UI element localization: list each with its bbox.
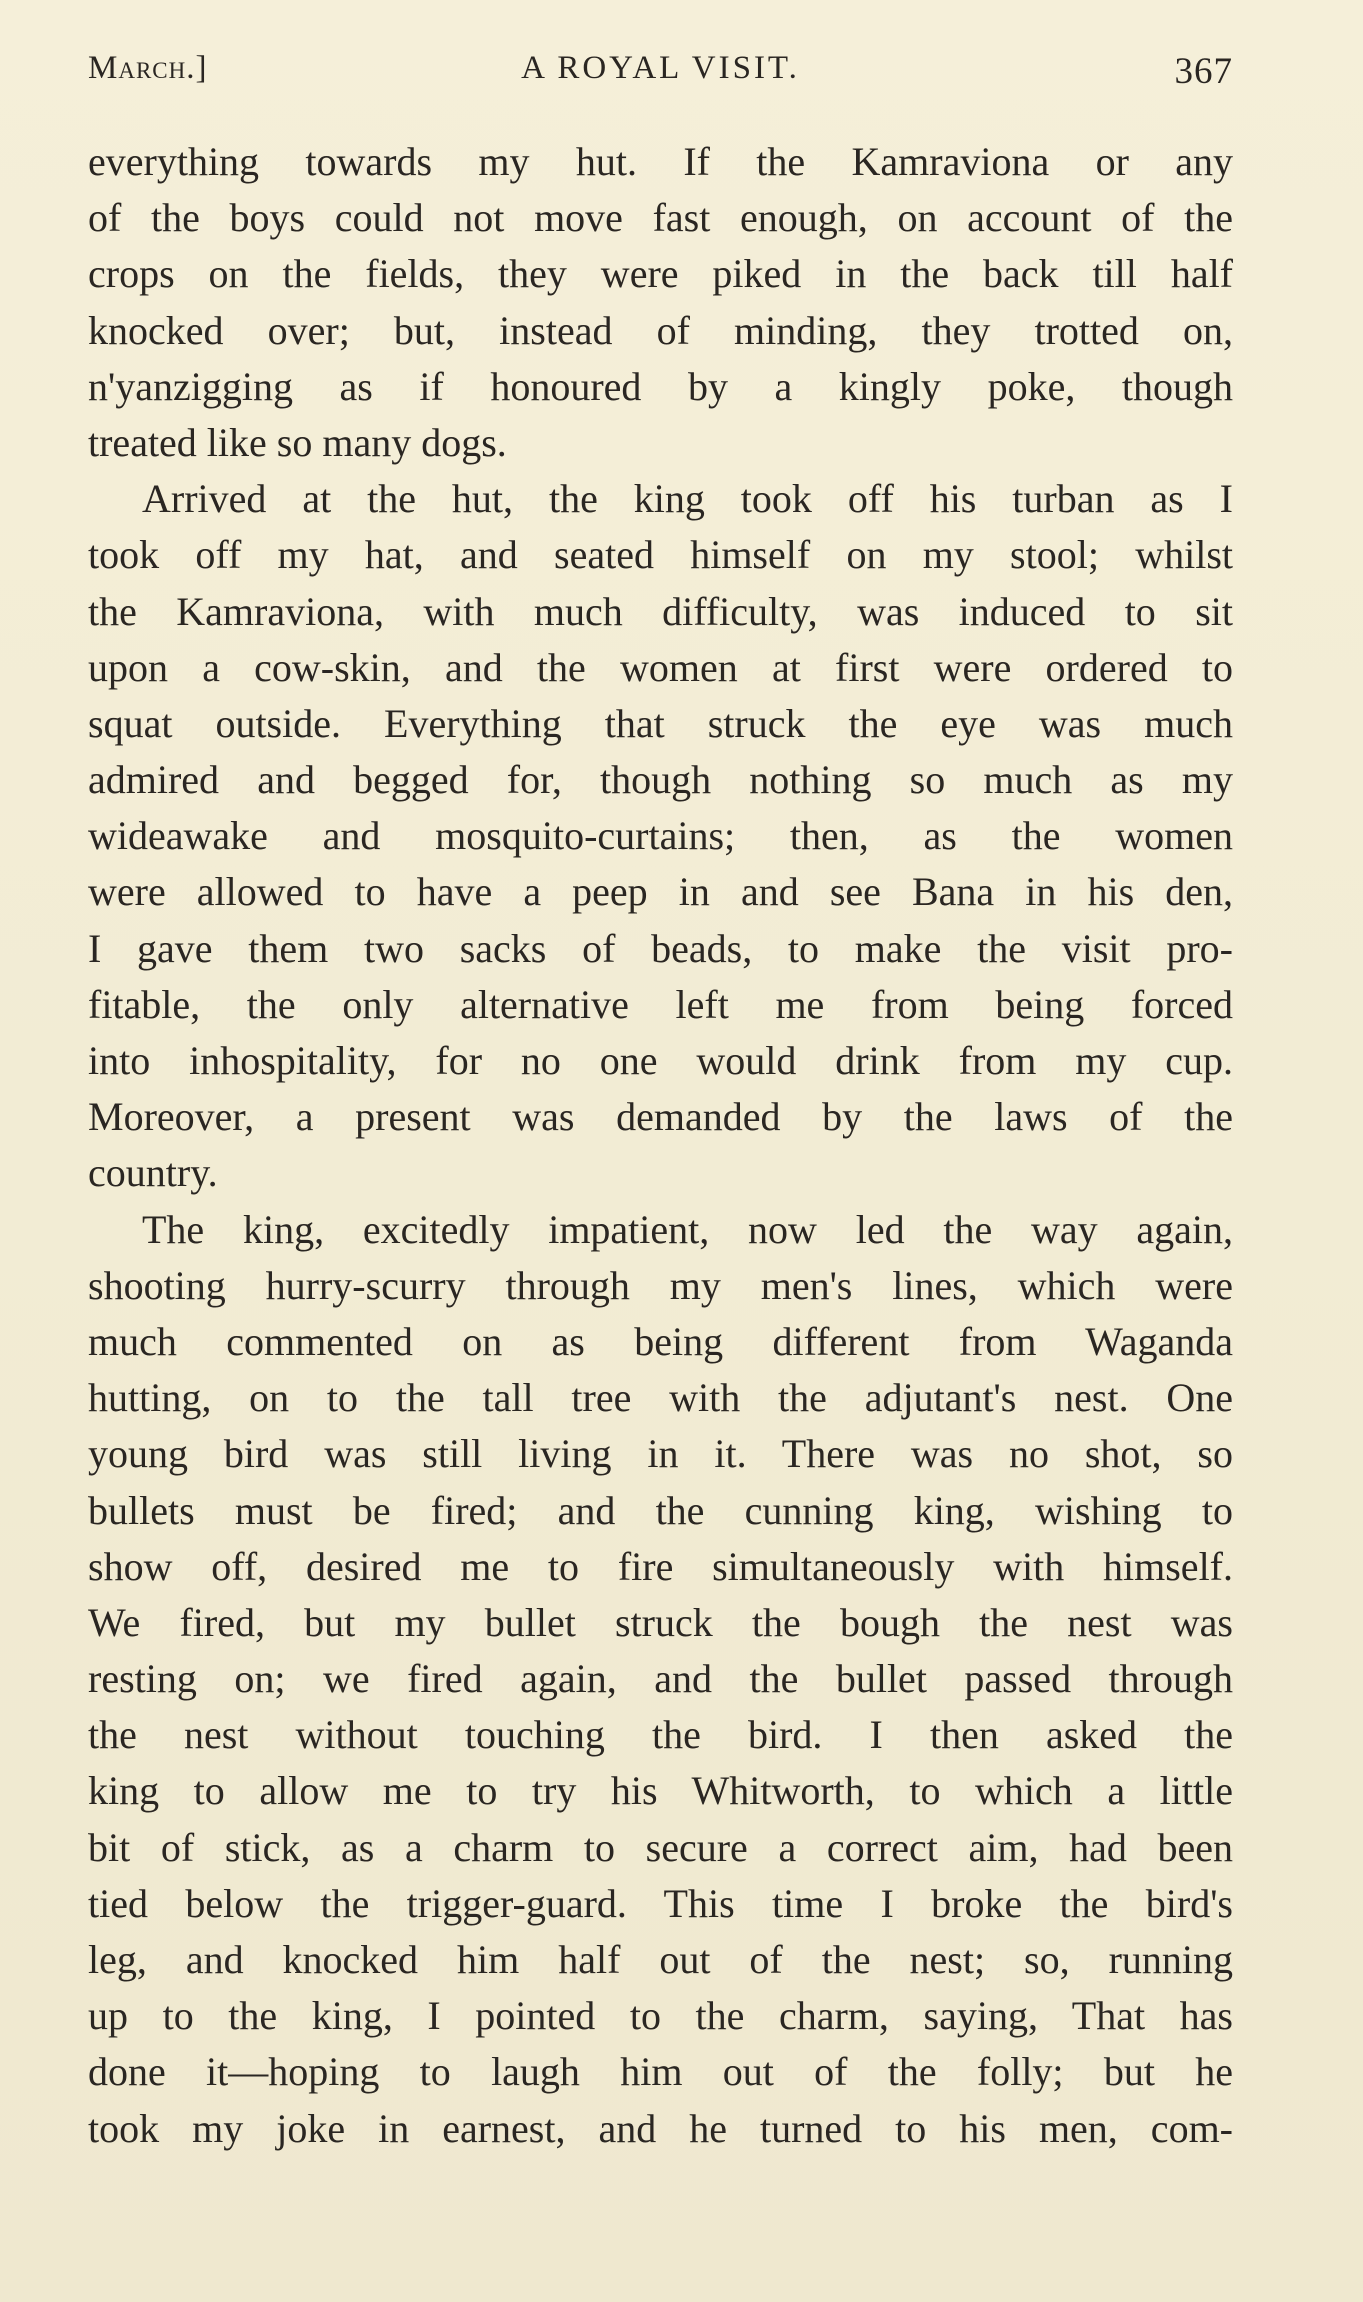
text-line: leg, and knocked him half out of the nest; so, running [88,1937,1233,1982]
text-line: young bird was still living in it. There was no shot, so [88,1431,1233,1477]
text-line: Arrived at the hut, the king took off his turban as I [142,476,1233,522]
running-head [88,50,1233,100]
text-line: crops on the fields, they were piked in the back till half [88,251,1233,297]
text-line: Moreover, a present was demanded by the laws of the [88,1094,1233,1140]
text-line: bit of stick, as a charm to secure a correct aim, had been [88,1824,1233,1870]
text-line: resting on; we fired again, and the bullet passed through [88,1656,1233,1702]
text-line: squat outside. Everything that struck the eye was much [88,700,1233,746]
text-line: treated like so many dogs. [88,419,507,465]
text-line: country. [88,1150,218,1196]
text-line: fitable, the only alternative left me from being forced [88,981,1233,1027]
text-line: much commented on as being different from Waganda [88,1318,1233,1364]
text-line: I gave them two sacks of beads, to make the visit pro- [88,925,1233,971]
text-line: the nest without touching the bird. I then asked the [88,1712,1233,1758]
text-line: wideawake and mosquito-curtains; then, as the women [88,813,1233,859]
body-text [88,134,1233,2157]
text-line: shooting hurry-scurry through my men's lines, which were [88,1262,1233,1308]
text-line: hutting, on to the tall tree with the adjutant's nest. One [88,1375,1233,1421]
text-line: the Kamraviona, with much difficulty, was induced to sit [88,588,1233,634]
running-head-month: March.] [88,50,208,86]
text-line: everything towards my hut. If the Kamraviona or any [88,139,1233,184]
text-line: into inhospitality, for no one would drink from my cup. [88,1038,1233,1083]
text-line: took my joke in earnest, and he turned to his men, com- [88,2105,1233,2151]
text-line: were allowed to have a peep in and see Bana in his den, [88,869,1233,915]
text-line: admired and begged for, though nothing so much as my [88,757,1233,803]
text-line: up to the king, I pointed to the charm, saying, That has [88,1993,1233,2039]
text-line: upon a cow-skin, and the women at first were ordered to [88,644,1233,690]
running-head-title: A ROYAL VISIT. [521,50,800,86]
text-line: show off, desired me to fire simultaneously with himself. [88,1543,1233,1589]
text-line: knocked over; but, instead of minding, they trotted on, [88,307,1233,353]
text-line: The king, excitedly impatient, now led the way again, [142,1206,1233,1252]
page-number: 367 [1174,51,1233,92]
text-line: done it—hoping to laugh him out of the folly; but he [88,2049,1233,2095]
text-line: bullets must be fired; and the cunning king, wishing to [88,1487,1233,1533]
text-line: We fired, but my bullet struck the bough the nest was [88,1599,1233,1645]
text-line: king to allow me to try his Whitworth, to which a little [88,1768,1233,1814]
text-line: tied below the trigger-guard. This time I broke the bird's [88,1880,1233,1926]
text-line: took off my hat, and seated himself on my stool; whilst [88,532,1233,578]
text-line: n'yanzigging as if honoured by a kingly poke, though [88,363,1233,409]
text-line: of the boys could not move fast enough, on account of the [88,195,1233,241]
